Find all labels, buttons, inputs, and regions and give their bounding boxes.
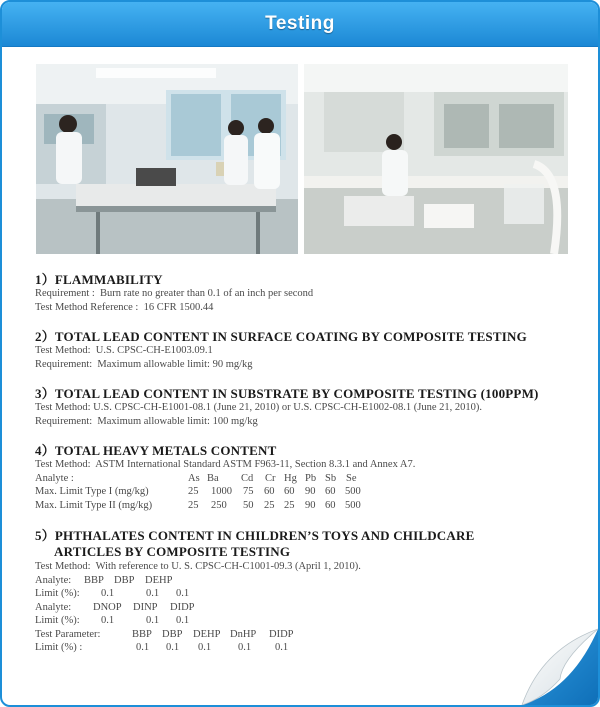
- parameter-name: DIDP: [269, 628, 294, 640]
- section-heavy-metals: [35, 444, 575, 512]
- metal-col: Sb: [325, 472, 337, 484]
- test-content: [35, 273, 575, 671]
- metal-col: Pb: [305, 472, 317, 484]
- page-title: Testing: [265, 13, 335, 34]
- limit-value: 25: [188, 499, 199, 511]
- metal-col: Cd: [241, 472, 254, 484]
- limit-value: 0.1: [176, 588, 190, 599]
- parameter-name: DBP: [162, 628, 183, 640]
- section-title: 3）TOTAL LEAD CONTENT IN SUBSTRATE BY COMPOSITE TESTING (100PPM): [35, 386, 539, 401]
- method-line: Test Method Reference : 16 CFR 1500.44: [35, 301, 214, 313]
- section-lead-surface-coating: [35, 330, 575, 371]
- limit-value: 0.1: [101, 588, 115, 599]
- parameter-name: DnHP: [230, 628, 257, 640]
- analyte-row: [35, 601, 575, 615]
- limit-label: Limit (%):: [35, 615, 80, 626]
- section-title: 5）PHTHALATES CONTENT IN CHILDREN’S TOYS AND CHILDCARE: [35, 528, 475, 543]
- analyte-name: DBP: [114, 574, 135, 586]
- metal-col: Cr: [265, 472, 276, 484]
- limit-value: 60: [284, 486, 295, 497]
- analyte-label: Analyte :: [35, 472, 74, 484]
- limit-value: 0.1: [101, 615, 115, 626]
- analyte-label: Analyte:: [35, 574, 72, 586]
- metal-col: As: [188, 472, 200, 484]
- requirement-line: Requirement: Maximum allowable limit: 90 mg/kg: [35, 358, 253, 370]
- limit-row: [35, 641, 575, 655]
- section-phthalates: [35, 528, 575, 655]
- section-title-cont: ARTICLES BY COMPOSITE TESTING: [54, 544, 291, 559]
- header-bar: [2, 2, 598, 47]
- limit-label: Limit (%):: [35, 588, 80, 599]
- parameter-label: Test Parameter:: [35, 628, 101, 640]
- limit-row: [35, 614, 575, 628]
- limit-value: 0.1: [198, 642, 212, 653]
- metals-header-row: [35, 472, 575, 486]
- limit-value: 60: [325, 499, 336, 511]
- method-line: Test Method: With reference to U. S. CPSC-CH-C1001-09.3 (April 1, 2010).: [35, 561, 361, 572]
- limit-value: 500: [345, 499, 361, 511]
- limit-value: 0.1: [176, 615, 190, 626]
- limit-value: 25: [264, 499, 275, 511]
- parameter-row: [35, 628, 575, 642]
- limit-value: 0.1: [238, 642, 252, 653]
- section-title: 1）FLAMMABILITY: [35, 272, 163, 287]
- limit-value: 50: [243, 499, 254, 511]
- limit-value: 0.1: [166, 642, 180, 653]
- row-label: Max. Limit Type I (mg/kg): [35, 486, 149, 497]
- row-label: Max. Limit Type II (mg/kg): [35, 499, 153, 511]
- limit-value: 25: [284, 499, 295, 511]
- limit-value: 60: [325, 486, 336, 497]
- analyte-label: Analyte:: [35, 601, 72, 613]
- limit-value: 90: [305, 486, 316, 497]
- section-flammability: [35, 273, 575, 314]
- analyte-name: BBP: [84, 574, 104, 586]
- limit-value: 60: [264, 486, 275, 497]
- analyte-name: DNOP: [93, 601, 122, 613]
- method-line: Test Method: U.S. CPSC-CH-E1003.09.1: [35, 345, 213, 356]
- limit-value: 1000: [211, 486, 232, 497]
- limit-value: 0.1: [136, 642, 150, 653]
- limit-value: 75: [243, 486, 254, 497]
- method-line: Test Method: ASTM International Standard ASTM F963-11, Section 8.3.1 and Annex A7.: [35, 459, 416, 470]
- metal-col: Ba: [207, 472, 219, 484]
- section-title: 4）TOTAL HEAVY METALS CONTENT: [35, 443, 277, 458]
- limit-row: [35, 587, 575, 601]
- lab-photo-right: [304, 64, 568, 254]
- limit-label: Limit (%) :: [35, 642, 83, 653]
- analyte-name: DEHP: [145, 574, 173, 586]
- metal-col: Se: [346, 472, 357, 484]
- limit-value: 0.1: [146, 588, 160, 599]
- requirement-line: Requirement : Burn rate no greater than 0.1 of an inch per second: [35, 288, 314, 299]
- analyte-row: [35, 574, 575, 588]
- page-curl-decoration: [502, 609, 598, 705]
- parameter-name: DEHP: [193, 628, 221, 640]
- metals-type2-row: [35, 499, 575, 513]
- limit-value: 25: [188, 486, 199, 497]
- analyte-name: DIDP: [170, 601, 195, 613]
- limit-value: 0.1: [275, 642, 289, 653]
- requirement-line: Requirement: Maximum allowable limit: 100 mg/kg: [35, 415, 258, 427]
- section-title: 2）TOTAL LEAD CONTENT IN SURFACE COATING BY COMPOSITE TESTING: [35, 329, 527, 344]
- limit-value: 500: [345, 486, 361, 497]
- limit-value: 0.1: [146, 615, 160, 626]
- metal-col: Hg: [284, 472, 297, 484]
- section-lead-substrate: [35, 387, 575, 428]
- limit-value: 90: [305, 499, 316, 511]
- analyte-name: DINP: [133, 601, 158, 613]
- lab-photo-left: [36, 64, 298, 254]
- parameter-name: BBP: [132, 628, 152, 640]
- limit-value: 250: [211, 499, 227, 511]
- metals-type1-row: [35, 485, 575, 499]
- method-line: Test Method: U.S. CPSC-CH-E1001-08.1 (June 21, 2010) or U.S. CPSC-CH-E1002-08.1 (June 21, 2010).: [35, 402, 482, 413]
